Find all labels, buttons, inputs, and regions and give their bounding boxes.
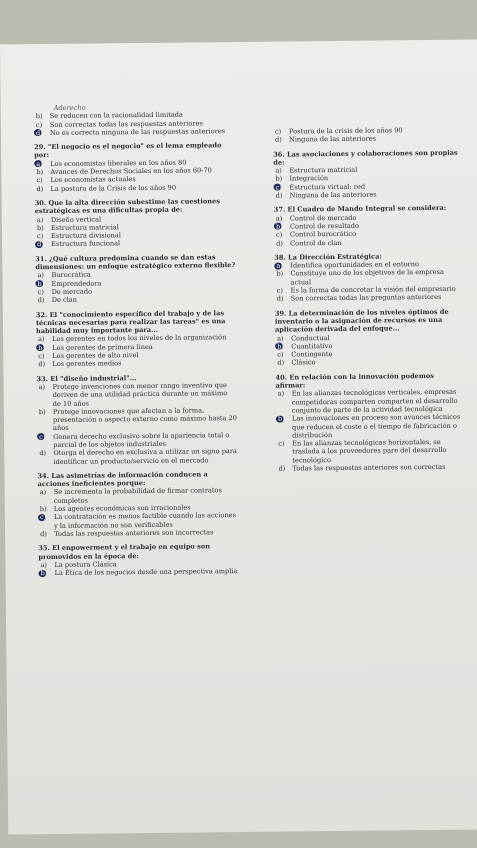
- option-letter: c): [38, 352, 45, 361]
- answer-option[interactable]: [34, 183, 234, 193]
- option-letter: c): [35, 120, 43, 129]
- question-29: [34, 141, 235, 193]
- question-stem: El Cuadro de Mando Integral se considera:: [287, 204, 447, 214]
- option-letter: d): [278, 464, 286, 473]
- answer-option[interactable]: [37, 406, 237, 433]
- option-text: Estructura funcional: [51, 239, 121, 249]
- option-text: Diseño vertical: [50, 215, 102, 224]
- option-letter: c): [37, 287, 44, 297]
- option-text: Estructura virtual: red: [289, 182, 366, 192]
- answer-option[interactable]: [275, 357, 465, 367]
- option-text: Los gerentes medios: [52, 359, 122, 369]
- option-letter: a): [275, 214, 283, 223]
- option-text: Las innovaciones en proceso son avances técnicos que reducen el coste o el tiempo de fabricación o distribución: [291, 412, 461, 440]
- question-text: [38, 542, 238, 561]
- option-text: Contingente: [291, 350, 333, 359]
- option-letter: a): [275, 166, 282, 175]
- question-33: [36, 373, 237, 466]
- question-number: 37.: [273, 205, 286, 215]
- option-text: Todas las respuestas anteriores son correctas: [292, 462, 446, 473]
- option-letter: a): [36, 159, 43, 168]
- handwritten-scribble: Aderecho: [53, 103, 86, 112]
- question-stem: En relación con la innovación podemos afirmar:: [275, 371, 434, 390]
- question-stem: ¿Qué cultura predomina cuando se dan estas dimensiones: un enfoque estratégico externo flexible?: [35, 253, 236, 272]
- option-text: Control de resultado: [289, 221, 360, 231]
- question-text: [35, 197, 235, 216]
- question-stem: El enpowerment y el trabajo en equipo son promovidos en la época de:: [38, 542, 211, 561]
- option-letter: c): [276, 286, 283, 295]
- question-number: 32.: [35, 310, 48, 319]
- question-stem: La Dirección Estratégica:: [287, 252, 382, 262]
- option-letter: d): [276, 294, 284, 303]
- answer-option[interactable]: [276, 388, 466, 415]
- answer-option[interactable]: [37, 447, 237, 466]
- option-text: Los gerentes de alto nivel: [52, 351, 139, 360]
- option-letter: c): [277, 350, 284, 359]
- option-text: La postura de la Crisis de los años 90: [50, 183, 177, 193]
- option-text: Otorga el derecho en exclusiva a utilizar un signo para identificar un producto/servicio en el mercado: [53, 447, 237, 466]
- answer-option[interactable]: [36, 294, 236, 304]
- option-letter: b): [277, 342, 285, 351]
- question-34: [37, 470, 238, 538]
- option-text: Control de clan: [290, 238, 342, 248]
- question-text: [275, 371, 465, 390]
- question-stem: Las asimetrías de información conducen a acciones ineficientes porque:: [37, 470, 208, 489]
- option-text: Control burocrático: [289, 230, 357, 239]
- option-letter: c): [274, 127, 282, 136]
- option-letter: a): [276, 261, 283, 270]
- question-30: [35, 197, 236, 249]
- question-number: 35.: [38, 544, 50, 553]
- question-text: [35, 253, 235, 272]
- option-letter: b): [277, 414, 285, 423]
- option-text: Los economistas liberales en los años 80: [50, 158, 187, 168]
- option-text: De clan: [51, 295, 77, 305]
- answer-option-selected[interactable]: [37, 431, 237, 450]
- option-letter: a): [277, 389, 285, 398]
- option-text: Estructura matricial: [289, 165, 358, 175]
- option-letter: b): [36, 223, 44, 232]
- option-letter: d): [274, 135, 282, 144]
- question-stem: Las asociaciones y colaboraciones son propias de:: [273, 148, 458, 167]
- option-letter: c): [275, 230, 283, 239]
- option-text: Avances de Derechos Sociales en los años 60-70: [50, 166, 212, 177]
- option-letter: b): [37, 279, 45, 288]
- option-letter: d): [38, 360, 46, 369]
- question-37: [274, 204, 464, 247]
- option-text: Son correctas todas las preguntas anteriores: [290, 293, 442, 303]
- question-stem: La determinación de los niveles óptimos de inventario o la asignación de recursos es una aplicación derivada del enfoque...: [274, 307, 449, 334]
- question-text: [36, 309, 236, 336]
- answer-option[interactable]: [37, 381, 237, 408]
- left-question-list: [34, 110, 239, 577]
- answer-option[interactable]: [275, 293, 465, 303]
- option-text: Los gerentes en todos los niveles de la organización: [52, 333, 227, 344]
- option-text: En las alianzas tecnológicas verticales, empresas competidoras comparten comparten el desarrollo conjunto de parte de la actividad tecnológica: [291, 388, 458, 415]
- option-letter: d): [40, 529, 47, 539]
- question-number: 38.: [274, 253, 286, 262]
- answer-option-selected[interactable]: [34, 127, 234, 137]
- option-text: Protege innovaciones que afectan a la forma, presentación o aspecto externo como máximo hasta 20 años: [52, 406, 237, 433]
- option-text: Los economistas actuales: [50, 175, 136, 185]
- question-32: [36, 309, 237, 369]
- option-letter: b): [276, 269, 284, 279]
- answer-option[interactable]: [274, 237, 464, 247]
- option-text: Cuantitativo: [291, 341, 333, 351]
- question-38: [274, 252, 465, 304]
- question-stem: Que la alta dirección subestime las cuestiones estratégicas es una dificultas propia de:: [34, 197, 220, 216]
- option-text: Se incrementa la probabilidad de firmar contratos completos: [53, 486, 222, 505]
- question-stem: El "conocimiento específico del trabajo y de las técnicas necesarias para realizar las tareas" es una habilidad muy importante para...: [35, 308, 226, 336]
- question-number: 40.: [275, 373, 288, 382]
- option-text: En las alianzas tecnológicas horizontales, se traslada a los proveedores pare del desarrollo tecnológico: [292, 437, 447, 465]
- option-text: Estructura divisional: [50, 231, 121, 241]
- option-letter: b): [36, 168, 44, 177]
- answer-option-selected[interactable]: [39, 567, 239, 577]
- option-text: Burocrática: [51, 270, 91, 280]
- option-letter: c): [275, 183, 282, 192]
- option-letter: b): [275, 175, 283, 184]
- left-column: [34, 102, 239, 584]
- option-letter: a): [36, 215, 44, 224]
- question-number: 39.: [274, 309, 287, 318]
- option-text: Todas las respuestas anteriores son incorrectas: [54, 528, 214, 538]
- option-text: Postura de la crisis de los años 90: [288, 126, 403, 136]
- question-number: 29.: [34, 143, 46, 152]
- option-letter: d): [36, 184, 44, 193]
- question-stem: El "diseño industrial"...: [50, 373, 137, 383]
- question-stem: "El negocio es el negocio" es el lema empleado por:: [34, 141, 222, 160]
- option-letter: b): [275, 222, 283, 231]
- answer-option-selected[interactable]: [38, 511, 238, 530]
- option-text: Identifica oportunidades en el entorno: [290, 260, 420, 270]
- option-letter: a): [277, 334, 284, 343]
- answer-option[interactable]: [276, 463, 466, 473]
- question-number: 33.: [36, 374, 49, 383]
- option-text: Constituye uno de los objetivos de la empresa actual: [290, 268, 444, 287]
- option-letter: d): [277, 358, 285, 368]
- question-number: 36.: [273, 150, 285, 159]
- option-letter: c): [36, 176, 43, 185]
- option-text: La postura Clásica: [54, 560, 117, 569]
- option-text: No es correcta ninguna de las respuestas anteriores: [49, 127, 226, 137]
- option-text: Integración: [289, 174, 329, 183]
- question-continued: [34, 110, 234, 137]
- option-text: Se reducen con la racionalidad limitada: [49, 110, 183, 121]
- question-text: [275, 307, 465, 334]
- option-letter: a): [39, 488, 47, 497]
- question-39: [275, 307, 466, 367]
- option-letter: a): [38, 335, 45, 344]
- option-letter: d): [276, 239, 283, 248]
- question-number: 34.: [37, 471, 50, 481]
- option-text: Conductual: [291, 333, 330, 342]
- option-letter: a): [40, 560, 48, 569]
- option-letter: d): [37, 296, 45, 305]
- option-text: De mercado: [51, 287, 93, 296]
- option-letter: c): [39, 513, 47, 522]
- option-letter: b): [38, 343, 46, 352]
- question-number: 30.: [34, 198, 47, 208]
- question-continued: [273, 126, 463, 145]
- answer-option[interactable]: [36, 358, 236, 368]
- option-text: La Ética de los negocios desde una perspectiva amplia: [54, 567, 238, 578]
- option-letter: b): [40, 569, 48, 578]
- option-text: Emprendedora: [51, 279, 102, 288]
- option-letter: a): [38, 382, 46, 392]
- option-text: Protege invenciones con menor rango inventivo que deriven de una utilidad práctica durante un máximo de 10 años: [52, 381, 228, 408]
- question-number: 31.: [35, 254, 47, 263]
- option-letter: c): [39, 432, 46, 441]
- option-text: Los agentes económicas son irracionales: [53, 503, 191, 514]
- option-letter: d): [35, 128, 43, 138]
- option-text: Es la forma de concretar la visión del empresario: [290, 284, 456, 295]
- question-text: [37, 470, 237, 489]
- answer-option[interactable]: [274, 268, 464, 287]
- question-31: [35, 253, 236, 305]
- answer-option[interactable]: [38, 487, 238, 506]
- option-text: Clásico: [291, 358, 316, 367]
- option-text: La contratación es menos factible cuando las acciones y la información no son verificables: [53, 511, 236, 530]
- option-text: Son correctas todas las respuestas anteriores: [49, 118, 203, 129]
- option-letter: b): [38, 407, 46, 416]
- right-question-list: [273, 126, 467, 473]
- option-text: Estructura matricial: [50, 223, 119, 232]
- option-letter: d): [275, 191, 283, 200]
- question-36: [273, 148, 464, 200]
- question-40: [275, 371, 466, 473]
- answer-option[interactable]: [276, 438, 466, 465]
- option-letter: b): [39, 505, 47, 514]
- answer-option[interactable]: [273, 134, 463, 144]
- option-text: Genera derecho exclusivo sobre la apariencia total o parcial de los objetos industriales: [53, 430, 230, 449]
- option-letter: b): [35, 112, 43, 121]
- option-letter: c): [36, 232, 44, 241]
- option-text: Ninguna de las anteriores: [288, 134, 377, 144]
- option-text: Los gerentes de primera línea: [52, 342, 153, 352]
- option-letter: d): [39, 449, 47, 458]
- answer-option[interactable]: [38, 528, 238, 538]
- option-letter: a): [37, 271, 44, 280]
- option-letter: d): [37, 240, 44, 249]
- option-text: Ninguna de las anteriores: [289, 190, 377, 200]
- option-letter: c): [278, 439, 285, 448]
- right-column: [273, 126, 467, 479]
- option-text: Control de mercado: [289, 213, 357, 223]
- answer-option-selected[interactable]: [35, 238, 235, 248]
- question-text: [34, 141, 234, 160]
- answer-option-selected[interactable]: [276, 413, 466, 440]
- exam-sheet: [0, 40, 477, 835]
- answer-option[interactable]: [274, 190, 464, 200]
- question-text: [273, 148, 463, 167]
- question-35: [38, 542, 238, 577]
